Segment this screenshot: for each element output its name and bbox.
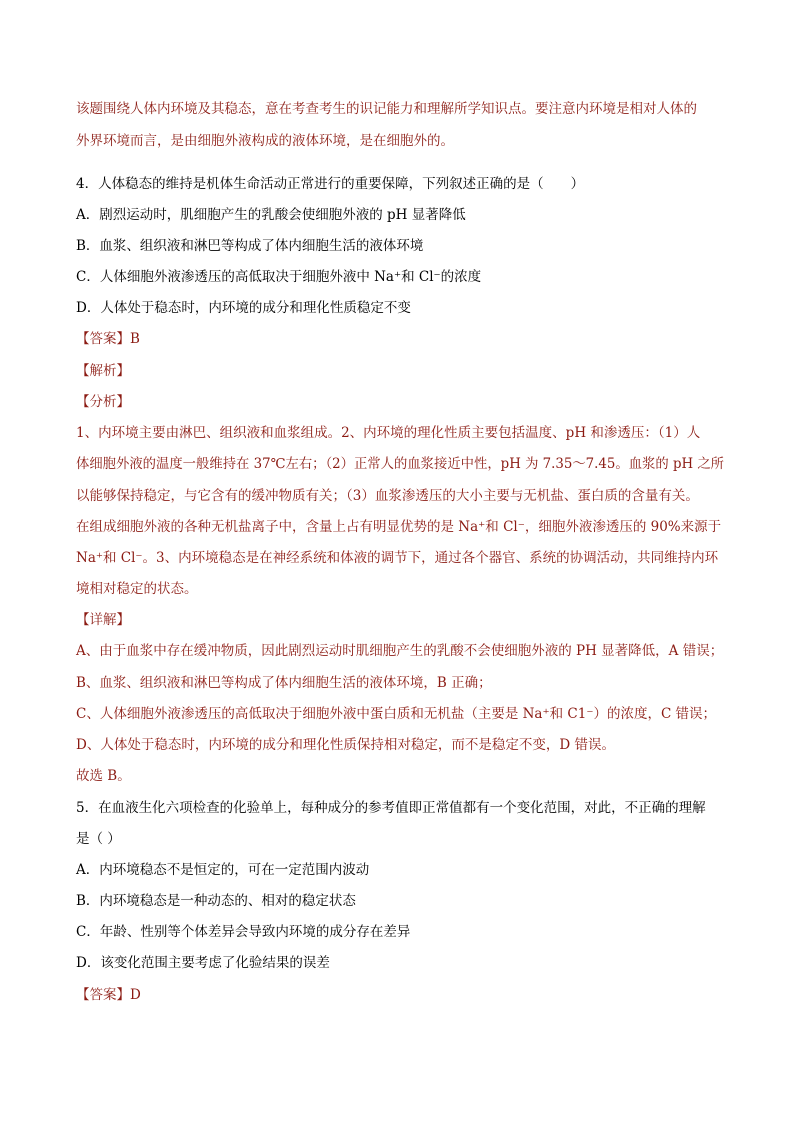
q4-xiangjie-line: B、血浆、组织液和淋巴等构成了体内细胞生活的液体环境，B 正确；: [76, 675, 492, 691]
q4-fenxi-line: 体细胞外液的温度一般维持在 37℃左右；（2）正常人的血浆接近中性，pH 为 7.35～7.45。血浆的 pH 之所: [76, 456, 725, 472]
intro-line-1: 该题围绕人体内环境及其稳态，意在考查考生的识记能力和理解所学知识点。要注意内环境是相对人体的: [76, 101, 697, 117]
q4-fenxi-line: Na⁺和 Cl⁻。3、内环境稳态是在神经系统和体液的调节下，通过各个器官、系统的协调活动，共同维持内环: [76, 550, 719, 566]
q4-xiangjie-line: D、人体处于稳态时，内环境的成分和理化性质保持相对稳定，而不是稳定不变，D 错误。: [76, 737, 615, 753]
answer-value: D: [130, 987, 141, 1003]
q4-fenxi-line: 境相对稳定的状态。: [76, 581, 198, 597]
q5-stem-line-2: 是（ ）: [76, 831, 121, 847]
q5-stem-line-1: 5．在血液生化六项检查的化验单上，每种成分的参考值即正常值都有一个变化范围，对此，不正确的理解: [76, 800, 706, 816]
answer-label: 【答案】: [76, 987, 130, 1003]
q4-option-c: C．人体细胞外液渗透压的高低取决于细胞外液中 Na⁺和 Cl⁻的浓度: [76, 269, 482, 285]
q4-xiangjie-line: C、人体细胞外液渗透压的高低取决于细胞外液中蛋白质和无机盐（主要是 Na⁺和 C1⁻）的浓度，C 错误；: [76, 706, 717, 722]
intro-line-2: 外界环境而言，是由细胞外液构成的液体环境，是在细胞外的。: [76, 133, 454, 149]
q5-option-c: C．年龄、性别等个体差异会导致内环境的成分存在差异: [76, 924, 411, 940]
answer-label: 【答案】: [76, 331, 130, 347]
q4-answer: [76, 329, 140, 349]
q4-xiangjie-label: 【详解】: [76, 612, 130, 628]
q5-option-b: B．内环境稳态是一种动态的、相对的稳定状态: [76, 893, 356, 909]
q5-answer: [76, 985, 141, 1005]
q4-analysis-label: 【解析】: [76, 363, 130, 379]
q4-xiangjie-line: 故选 B。: [76, 768, 131, 784]
q4-option-d: D．人体处于稳态时，内环境的成分和理化性质稳定不变: [76, 300, 411, 316]
q5-option-d: D．该变化范围主要考虑了化验结果的误差: [76, 955, 330, 971]
q4-fenxi-label: 【分析】: [76, 394, 130, 410]
q4-fenxi-line: 以能够保持稳定，与它含有的缓冲物质有关；（3）血浆渗透压的大小主要与无机盐、蛋白质的含量有关。: [76, 488, 699, 504]
q4-xiangjie-line: A、由于血浆中存在缓冲物质，因此剧烈运动时肌细胞产生的乳酸不会使细胞外液的 PH 显著降低，A 错误；: [76, 643, 724, 659]
q4-option-a: A．剧烈运动时，肌细胞产生的乳酸会使细胞外液的 pH 显著降低: [76, 207, 466, 223]
q5-option-a: A．内环境稳态不是恒定的，可在一定范围内波动: [76, 862, 370, 878]
answer-value: B: [130, 331, 140, 347]
q4-option-b: B．血浆、组织液和淋巴等构成了体内细胞生活的液体环境: [76, 238, 424, 254]
q4-stem: 4．人体稳态的维持是机体生命活动正常进行的重要保障，下列叙述正确的是（ ）: [76, 176, 585, 192]
q4-fenxi-line: 1、内环境主要由淋巴、组织液和血浆组成。2、内环境的理化性质主要包括温度、pH 和渗透压：（1）人: [76, 425, 701, 441]
q4-fenxi-line: 在组成细胞外液的各种无机盐离子中，含量上占有明显优势的是 Na⁺和 Cl⁻，细胞外液渗透压的 90%来源于: [76, 519, 722, 535]
